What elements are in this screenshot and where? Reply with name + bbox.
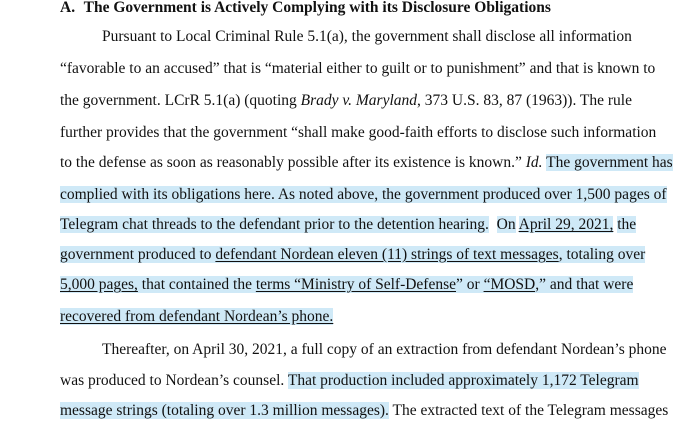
paragraph-2-line-2: was produced to Nordean’s counsel. That production included approximately 1,172 Telegram bbox=[60, 372, 639, 389]
paragraph-1-line-10 bbox=[60, 306, 590, 328]
section-title: The Government is Actively Complying with its Disclosure Obligations bbox=[83, 0, 551, 16]
paragraph-1-line-1: Pursuant to Local Criminal Rule 5.1(a), the government shall disclose all information bbox=[102, 28, 632, 45]
paragraph-1-line-7: Telegram chat threads to the defendant prior to the detention hearing. On April 29, 2021, the bbox=[60, 216, 637, 233]
paragraph-1-line-4: further provides that the government “shall make good-faith efforts to disclose such information bbox=[60, 124, 657, 141]
underlined-mosd: “MOSD bbox=[483, 276, 536, 293]
paragraph-1-line-6 bbox=[60, 184, 667, 206]
paragraph-2-line-3: message strings (totaling over 1.3 million messages). The extracted text of the Telegram messages bbox=[60, 402, 669, 419]
underlined-terms: terms “Ministry of Self-Defense bbox=[255, 276, 457, 293]
highlight: That production included approximately 1,172 Telegram bbox=[287, 372, 639, 389]
underlined-pages: 5,000 pages, bbox=[60, 276, 138, 293]
highlight: Telegram chat threads to the defendant prior to the detention hearing. bbox=[60, 216, 489, 233]
paragraph-1-line-3: the government. LCrR 5.1(a) (quoting Brady v. Maryland, 373 U.S. 83, 87 (1963)). The rule bbox=[60, 92, 632, 109]
case-citation: Brady v. Maryland bbox=[300, 92, 418, 109]
underlined-recovered: recovered from defendant Nordean’s phone. bbox=[60, 308, 334, 325]
highlight: complied with its obligations here. As noted above, the government produced over 1,500 pages of bbox=[60, 186, 667, 203]
underlined-date: April 29, 2021, bbox=[518, 216, 614, 233]
highlight: message strings (totaling over 1.3 million messages). bbox=[60, 402, 389, 419]
underlined-phrase: defendant Nordean eleven (11) strings of text messages bbox=[215, 246, 559, 263]
paragraph-1-line-9: 5,000 pages, that contained the terms “Ministry of Self-Defense” or “MOSD,” and that were bbox=[60, 276, 634, 293]
section-heading bbox=[60, 0, 551, 17]
paragraph-1-line-5: to the defense as soon as reasonably possible after its existence is known.” Id. The government has bbox=[60, 154, 673, 171]
highlight: The government has bbox=[546, 154, 673, 171]
paragraph-1-line-8: government produced to defendant Nordean eleven (11) strings of text messages, totaling over bbox=[60, 246, 646, 263]
paragraph-1-line-2: “favorable to an accused” that is “material either to guilt or to punishment” and that is known to bbox=[60, 60, 656, 77]
id-citation: Id. bbox=[525, 154, 543, 171]
section-letter: A. bbox=[60, 0, 76, 16]
paragraph-2-line-1: Thereafter, on April 30, 2021, a full copy of an extraction from defendant Nordean’s phone bbox=[102, 341, 667, 358]
